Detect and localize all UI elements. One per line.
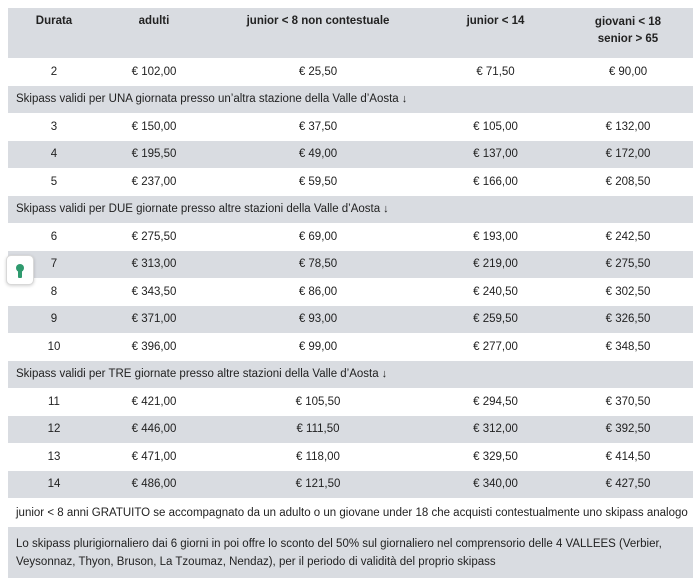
cell-junior-under-14: € 329,50 <box>428 443 563 471</box>
cell-giovani-senior: € 427,50 <box>563 471 693 499</box>
note-row-junior-free <box>8 498 693 527</box>
cell-adulti: € 275,50 <box>100 223 208 251</box>
section-row-tre <box>8 361 693 389</box>
cell-adulti: € 396,00 <box>100 333 208 361</box>
cell-giovani-senior: € 172,00 <box>563 141 693 169</box>
cell-junior-under-14: € 259,50 <box>428 306 563 334</box>
table-row <box>8 333 693 361</box>
cell-junior-under-14: € 312,00 <box>428 416 563 444</box>
table-row <box>8 416 693 444</box>
section-text-due: Skipass validi per DUE giornate presso altre stazioni della Valle d’Aosta <box>16 203 381 216</box>
cell-adulti: € 446,00 <box>100 416 208 444</box>
table-row <box>8 306 693 334</box>
table-row <box>8 141 693 169</box>
cell-junior-under-8: € 93,00 <box>208 306 428 334</box>
skipass-price-table <box>8 8 693 578</box>
cell-junior-under-8: € 25,50 <box>208 58 428 86</box>
cell-giovani-senior: € 348,50 <box>563 333 693 361</box>
cell-junior-under-8: € 69,00 <box>208 223 428 251</box>
header-adulti: adulti <box>100 8 208 58</box>
cell-adulti: € 471,00 <box>100 443 208 471</box>
cell-junior-under-14: € 166,00 <box>428 168 563 196</box>
cell-giovani-senior: € 392,50 <box>563 416 693 444</box>
table-row <box>8 388 693 416</box>
cell-durata: 4 <box>8 141 100 169</box>
arrow-down-icon: ↓ <box>401 93 408 106</box>
cell-junior-under-8: € 105,50 <box>208 388 428 416</box>
header-junior-under-8: junior < 8 non contestuale <box>208 8 428 58</box>
table-row <box>8 168 693 196</box>
cell-junior-under-8: € 59,50 <box>208 168 428 196</box>
cell-giovani-senior: € 242,50 <box>563 223 693 251</box>
cell-durata: 5 <box>8 168 100 196</box>
section-label-una <box>8 86 693 114</box>
cell-junior-under-14: € 277,00 <box>428 333 563 361</box>
cell-junior-under-14: € 240,50 <box>428 278 563 306</box>
cell-junior-under-14: € 294,50 <box>428 388 563 416</box>
cell-durata: 2 <box>8 58 100 86</box>
cell-adulti: € 313,00 <box>100 251 208 279</box>
section-label-tre <box>8 361 693 389</box>
cell-junior-under-8: € 118,00 <box>208 443 428 471</box>
note-multi-day-discount: Lo skipass plurigiornaliero dai 6 giorni in poi offre lo sconto del 50% sul giornaliero nel comprensorio delle 4 VALLEES (Verbier, Veysonnaz, Thyon, Bruson, La Tzoumaz, Nendaz), per il periodo di validità del proprio skipass <box>8 527 693 578</box>
table-row <box>8 471 693 499</box>
cell-durata: 8 <box>8 278 100 306</box>
section-text-tre: Skipass validi per TRE giornate presso altre stazioni della Valle d’Aosta <box>16 368 379 381</box>
cell-adulti: € 150,00 <box>100 113 208 141</box>
cell-adulti: € 102,00 <box>100 58 208 86</box>
cell-giovani-senior: € 90,00 <box>563 58 693 86</box>
header-senior-line: senior > 65 <box>597 33 659 45</box>
cell-junior-under-8: € 49,00 <box>208 141 428 169</box>
arrow-down-icon: ↓ <box>383 203 389 216</box>
section-row-due <box>8 196 693 224</box>
arrow-down-icon: ↓ <box>381 368 388 381</box>
cell-junior-under-8: € 86,00 <box>208 278 428 306</box>
cell-giovani-senior: € 208,50 <box>563 168 693 196</box>
table-row <box>8 223 693 251</box>
cell-giovani-senior: € 132,00 <box>563 113 693 141</box>
section-text-una: Skipass validi per UNA giornata presso un’altra stazione della Valle d’Aosta <box>16 93 399 106</box>
cell-junior-under-14: € 71,50 <box>428 58 563 86</box>
cell-giovani-senior: € 302,50 <box>563 278 693 306</box>
cell-durata: 3 <box>8 113 100 141</box>
cell-adulti: € 486,00 <box>100 471 208 499</box>
table-header-row <box>8 8 693 58</box>
cell-adulti: € 343,50 <box>100 278 208 306</box>
cell-durata: 6 <box>8 223 100 251</box>
cell-giovani-senior: € 326,50 <box>563 306 693 334</box>
cell-junior-under-14: € 105,00 <box>428 113 563 141</box>
keyhole-icon[interactable] <box>6 255 34 285</box>
header-durata: Durata <box>8 8 100 58</box>
cell-durata: 14 <box>8 471 100 499</box>
cell-durata: 11 <box>8 388 100 416</box>
cell-junior-under-14: € 137,00 <box>428 141 563 169</box>
keyhole-icon-body <box>18 269 22 278</box>
cell-junior-under-8: € 78,50 <box>208 251 428 279</box>
cell-durata: 13 <box>8 443 100 471</box>
table-row <box>8 113 693 141</box>
cell-junior-under-8: € 37,50 <box>208 113 428 141</box>
header-giovani-line: giovani < 18 <box>594 16 662 28</box>
cell-adulti: € 195,50 <box>100 141 208 169</box>
cell-junior-under-8: € 111,50 <box>208 416 428 444</box>
cell-durata: 12 <box>8 416 100 444</box>
note-junior-free: junior < 8 anni GRATUITO se accompagnato da un adulto o un giovane under 18 che acquisti contestualmente uno skipass analogo <box>8 498 693 527</box>
cell-durata: 7 <box>8 251 100 279</box>
table-row <box>8 251 693 279</box>
table-row <box>8 278 693 306</box>
section-row-una <box>8 86 693 114</box>
cell-junior-under-14: € 219,00 <box>428 251 563 279</box>
cell-junior-under-8: € 121,50 <box>208 471 428 499</box>
cell-durata: 9 <box>8 306 100 334</box>
cell-adulti: € 237,00 <box>100 168 208 196</box>
cell-adulti: € 421,00 <box>100 388 208 416</box>
cell-giovani-senior: € 414,50 <box>563 443 693 471</box>
table-row <box>8 58 693 86</box>
cell-junior-under-8: € 99,00 <box>208 333 428 361</box>
cell-junior-under-14: € 193,00 <box>428 223 563 251</box>
cell-junior-under-14: € 340,00 <box>428 471 563 499</box>
note-row-multi-day-discount <box>8 527 693 578</box>
table-row <box>8 443 693 471</box>
cell-giovani-senior: € 370,50 <box>563 388 693 416</box>
cell-adulti: € 371,00 <box>100 306 208 334</box>
header-giovani-senior <box>563 8 693 58</box>
cell-giovani-senior: € 275,50 <box>563 251 693 279</box>
header-junior-under-14: junior < 14 <box>428 8 563 58</box>
section-label-due <box>8 196 693 224</box>
cell-durata: 10 <box>8 333 100 361</box>
